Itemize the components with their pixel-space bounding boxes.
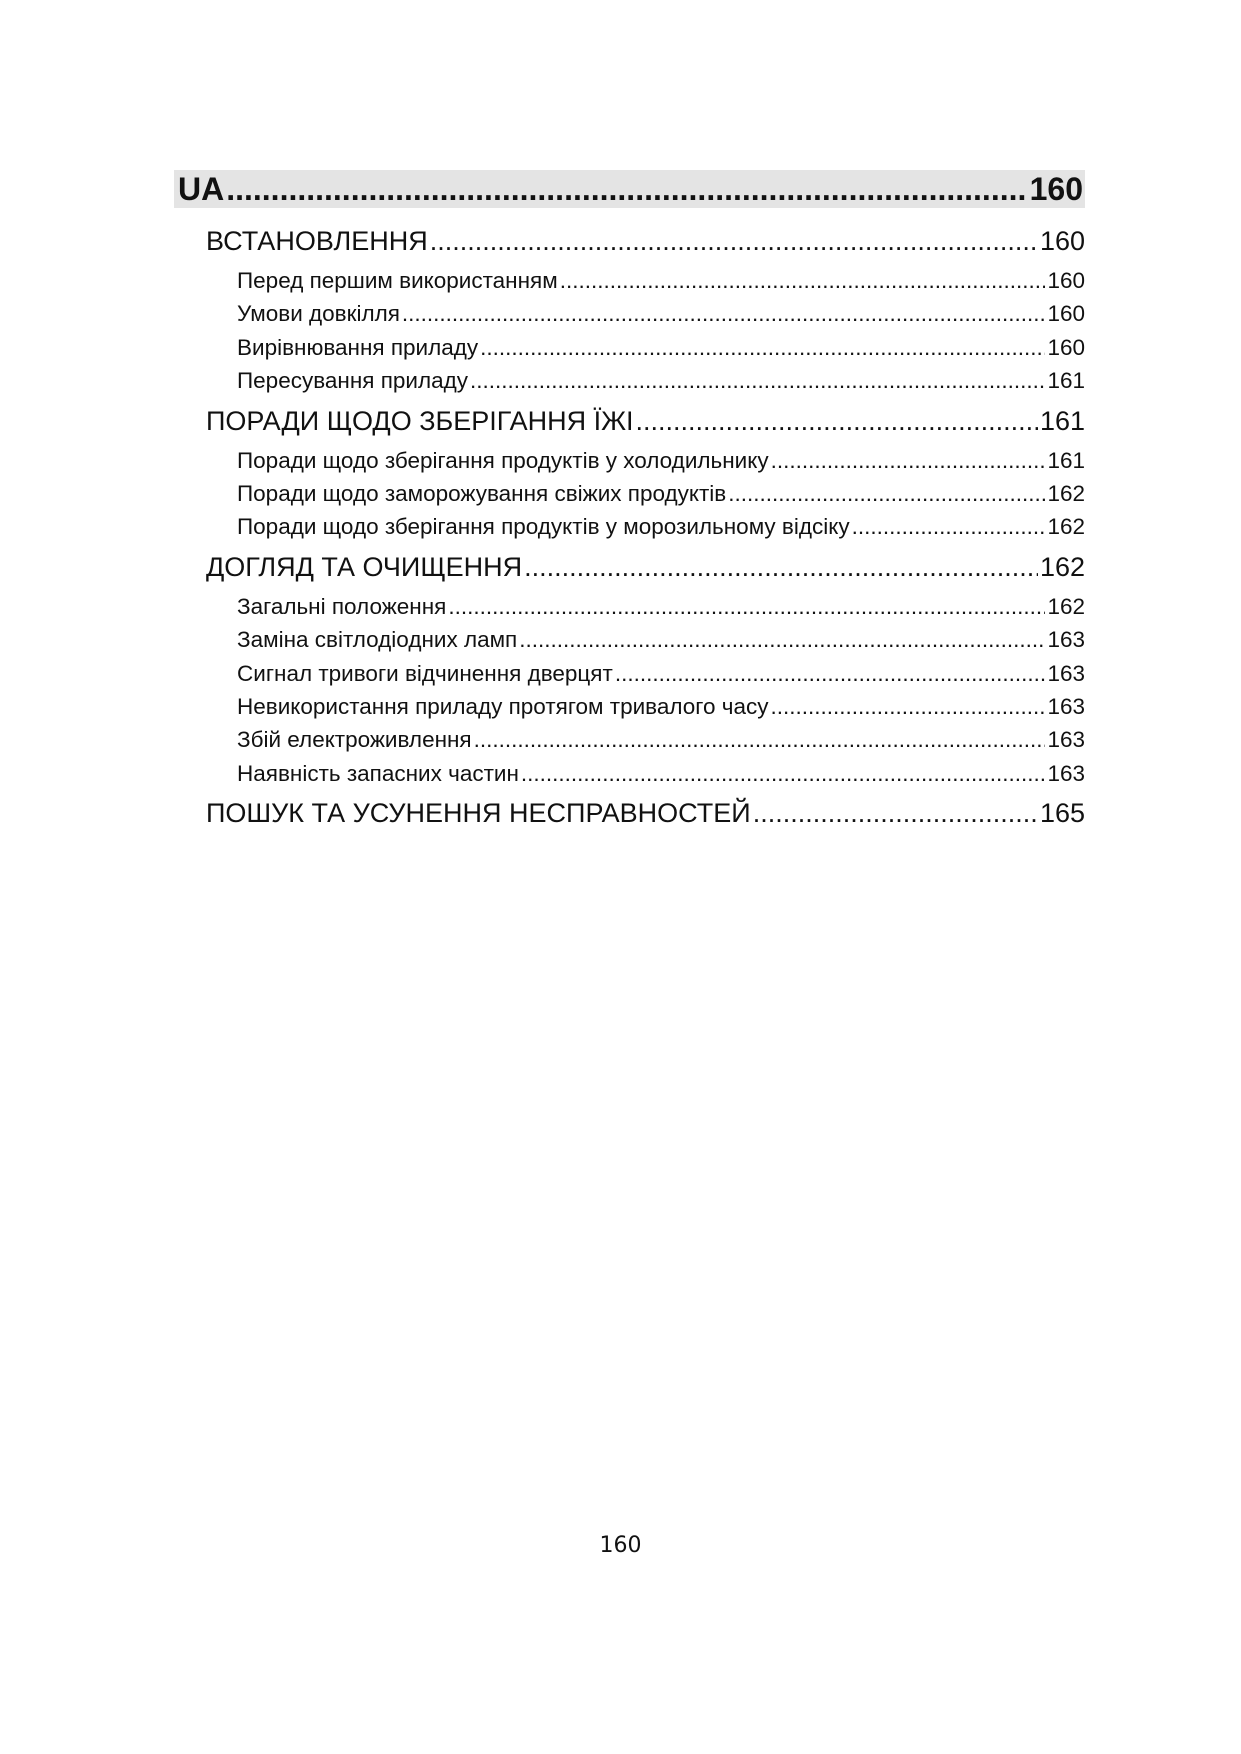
toc-subsection-entry-label: Поради щодо заморожування свіжих продуктів [237, 480, 727, 506]
toc-leader-dots [852, 510, 1046, 543]
toc-subsection-entry-page: 160 [1047, 268, 1085, 293]
toc-leader-dots [770, 690, 1045, 723]
toc-subsection-entry-page: 161 [1047, 368, 1085, 394]
toc-section-entry-page: 161 [1039, 405, 1085, 436]
toc-section-entry-page: 160 [1039, 226, 1085, 256]
toc-section-entry-label: ВСТАНОВЛЕННЯ [206, 226, 428, 256]
toc-subsection-entry-label: Поради щодо зберігання продуктів у холодильнику [237, 447, 769, 473]
toc-leader-dots [430, 222, 1038, 260]
toc-language-label: UA [178, 171, 225, 207]
toc-leader-dots [753, 794, 1038, 832]
toc-subsection-entry-page: 160 [1047, 334, 1085, 360]
toc-subsection-entry-label: Умови довкілля [237, 301, 400, 327]
toc-leader-dots [521, 757, 1046, 790]
toc-leader-dots [615, 657, 1046, 690]
toc-subsection-entry[interactable] [237, 444, 1085, 477]
toc-subsection-entry[interactable] [237, 477, 1085, 510]
toc-leader-dots [519, 623, 1045, 656]
toc-subsection-entry-page: 163 [1047, 727, 1085, 753]
toc-leader-dots [480, 331, 1045, 364]
toc-subsection-entry-label: Невикористання приладу протягом тривалого часу [237, 693, 769, 719]
toc-subsection-entry-page: 162 [1047, 514, 1085, 540]
toc-subsection-entry[interactable] [237, 723, 1085, 756]
toc-subsection-entry-label: Вирівнювання приладу [237, 334, 479, 360]
toc-section-entry[interactable] [206, 794, 1085, 832]
toc-subsection-entry-label: Перед першим використанням [237, 268, 558, 293]
toc-leader-dots [402, 297, 1046, 330]
toc-subsection-entry-page: 163 [1047, 660, 1085, 686]
toc-section-entry-page: 165 [1039, 798, 1085, 829]
toc-subsection-entry[interactable] [237, 757, 1085, 790]
toc-subsection-entry-page: 163 [1047, 693, 1085, 719]
toc-subsection-entry[interactable] [237, 264, 1085, 297]
toc-subsection-entry[interactable] [237, 657, 1085, 690]
toc-subsection-entry-label: Збій електроживлення [237, 727, 472, 753]
page-number: 160 [599, 1533, 642, 1558]
toc-subsection-entry[interactable] [237, 331, 1085, 364]
toc-section-entry[interactable] [206, 402, 1085, 440]
toc-language-page: 160 [1029, 171, 1083, 207]
toc-subsection-entry-page: 162 [1047, 480, 1085, 506]
toc-leader-dots [636, 402, 1038, 440]
toc-subsection-entry[interactable] [237, 690, 1085, 723]
toc-subsection-entry-page: 161 [1047, 447, 1085, 473]
toc-subsection-entry-page: 160 [1047, 301, 1085, 327]
toc-leader-dots [524, 548, 1038, 586]
toc-subsection-entry-label: Сигнал тривоги відчинення дверцят [237, 660, 613, 686]
toc-leader-dots [474, 723, 1046, 756]
toc-subsection-entry[interactable] [237, 623, 1085, 656]
toc-subsection-entry-label: Поради щодо зберігання продуктів у морозильному відсіку [237, 514, 850, 540]
toc-section-entry-label: ДОГЛЯД ТА ОЧИЩЕННЯ [206, 551, 523, 582]
toc-section-entry-label: ПОШУК ТА УСУНЕННЯ НЕСПРАВНОСТЕЙ [206, 798, 751, 829]
toc-subsection-entry-page: 163 [1047, 760, 1085, 786]
toc-subsection-entry-label: Пересування приладу [237, 368, 468, 394]
toc-leader-dots [560, 264, 1046, 297]
toc-subsection-entry-label: Заміна світлодіодних ламп [237, 627, 518, 653]
toc-leader-dots [448, 590, 1045, 623]
toc-subsection-entry[interactable] [237, 297, 1085, 330]
toc-leader-dots [771, 444, 1046, 477]
toc-sections [174, 222, 1085, 832]
toc-subsection-entry-page: 162 [1047, 593, 1085, 619]
toc-leader-dots [470, 364, 1045, 397]
toc-subsection-entry-page: 163 [1047, 627, 1085, 653]
toc-section-entry[interactable] [206, 548, 1085, 586]
toc-subsection-entry[interactable] [237, 364, 1085, 397]
toc-subsection-entry[interactable] [237, 510, 1085, 543]
toc-language-heading[interactable] [174, 170, 1085, 208]
toc-subsection-entry-label: Наявність запасних частин [237, 760, 519, 786]
toc-leader-dots [226, 170, 1027, 208]
table-of-contents [174, 170, 1085, 836]
toc-section-entry-page: 162 [1039, 551, 1085, 582]
toc-section-entry-label: ПОРАДИ ЩОДО ЗБЕРІГАННЯ ЇЖІ [206, 405, 634, 436]
toc-subsection-entry-label: Загальні положення [237, 593, 447, 619]
toc-leader-dots [728, 477, 1045, 510]
toc-subsection-entry[interactable] [237, 590, 1085, 623]
toc-section-entry[interactable] [206, 222, 1085, 260]
